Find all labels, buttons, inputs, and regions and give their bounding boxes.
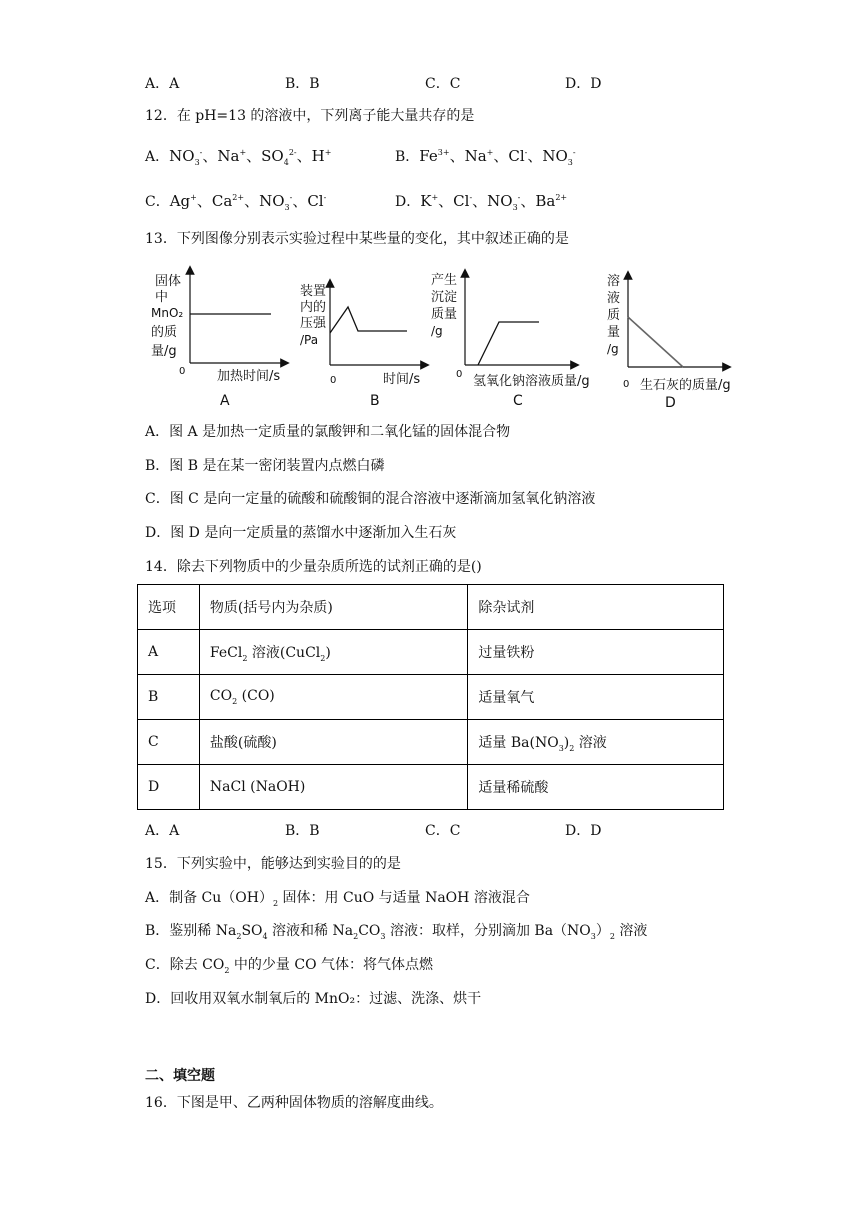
q15-option-b: B．鉴别稀 $Na_2SO_4$ 溶液和稀 $Na_2CO_3$ 溶液：取样，分别滴加 $Ba(NO_3)_2$ 溶液 — [145, 923, 648, 941]
figure-d-xlabel: 生石灰的质量/g — [640, 378, 731, 393]
table-row: A FeCl$_2$ 溶液(CuCl$_2$) 过量铁粉 — [138, 630, 724, 675]
figure-a-ylabel-1: 固体 — [155, 274, 182, 289]
q12-options-row2 — [145, 190, 645, 212]
q11-option-a: A．A — [145, 76, 180, 92]
figure-d-ylabel-5: /g — [607, 342, 619, 356]
table-row: C 盐酸(硫酸) 适量 $Ba(NO_3)_2$ 溶液 — [138, 720, 724, 765]
q15-stem: 15．下列实验中，能够达到实验目的的是 — [145, 856, 401, 872]
table-header-reagent: 除杂试剂 — [468, 585, 724, 630]
q12-stem: 12．在 pH=13 的溶液中，下列离子能大量共存的是 — [145, 108, 475, 124]
figure-a-ylabel-3: MnO₂ — [151, 306, 184, 320]
q12-option-b: B．$Fe^{3+}$、Na+、Cl-、$NO_3^-$ — [395, 147, 576, 167]
table-header-option: 选项 — [138, 585, 200, 630]
figure-d-ylabel-4: 量 — [607, 325, 621, 340]
q11-option-c: C．C — [425, 76, 461, 92]
q14-option-d: D．D — [565, 823, 602, 839]
figure-a-tag: A — [220, 393, 230, 409]
q14-option-a: A．A — [145, 823, 180, 839]
figure-c-ylabel-2: 沉淀 — [431, 290, 458, 305]
figure-c-ylabel-3: 质量 — [431, 307, 458, 322]
figure-a-ylabel-5: 量/g — [151, 344, 177, 359]
figure-d-curve — [628, 317, 683, 367]
q12-option-a: A．$NO_3^-$、Na+、$SO_4^{2-}$、H+ — [145, 147, 332, 167]
figure-c-curve — [478, 322, 539, 365]
q12-option-d: D．K+、Cl-、$NO_3^-$、$Ba^{2+}$ — [395, 192, 568, 212]
figure-b-ylabel-2: 内的 — [300, 300, 327, 315]
section-title: 二、填空题 — [145, 1068, 215, 1084]
table-row: D NaCl (NaOH) 适量稀硫酸 — [138, 765, 724, 810]
q13-option-c: C．图 C 是向一定量的硫酸和硫酸铜的混合溶液中逐渐滴加氢氧化钠溶液 — [145, 491, 596, 507]
q14-table — [137, 584, 724, 810]
figure-b-ylabel-1: 装置 — [300, 284, 327, 299]
table-row: B $CO_2$ (CO) 适量氧气 — [138, 675, 724, 720]
q15-option-d: D．回收用双氧水制氧后的 MnO₂：过滤、洗涤、烘干 — [145, 991, 482, 1007]
figure-d — [607, 273, 731, 411]
q13-option-d: D．图 D 是向一定质量的蒸馏水中逐渐加入生石灰 — [145, 525, 457, 541]
q13-stem: 13．下列图像分别表示实验过程中某些量的变化，其中叙述正确的是 — [145, 231, 569, 247]
figure-d-origin: 0 — [623, 379, 630, 390]
figure-d-ylabel-1: 溶 — [607, 274, 621, 289]
figure-d-tag: D — [665, 395, 676, 411]
figure-a-origin: 0 — [179, 366, 186, 377]
q13-option-b: B．图 B 是在某一密闭装置内点燃白磷 — [145, 458, 385, 474]
q14-option-b: B．B — [285, 823, 320, 839]
q11-options — [145, 73, 705, 93]
figure-d-ylabel-2: 液 — [607, 291, 621, 306]
figure-b-ylabel-4: /Pa — [300, 333, 319, 347]
q15-option-a: A．制备 $Cu(OH)_2$ 固体：用 CuO 与适量 NaOH 溶液混合 — [145, 890, 530, 908]
figure-b-origin: 0 — [330, 375, 337, 386]
figure-c-xlabel: 氢氧化钠溶液质量/g — [473, 374, 590, 389]
figure-a-ylabel-2: 中 — [155, 290, 169, 305]
figure-c-tag: C — [513, 393, 523, 409]
q16-stem: 16．下图是甲、乙两种固体物质的溶解度曲线。 — [145, 1095, 443, 1111]
q14-stem: 14．除去下列物质中的少量杂质所选的试剂正确的是() — [145, 559, 482, 575]
figure-c-ylabel-4: /g — [431, 324, 443, 338]
figure-a-ylabel-4: 的质 — [151, 325, 178, 340]
figure-b-ylabel-3: 压强 — [300, 316, 327, 331]
q12-option-c: C．Ag+、$Ca^{2+}$、$NO_3^-$、Cl- — [145, 192, 327, 212]
figure-a-xlabel: 加热时间/s — [217, 369, 281, 384]
q14-options — [145, 820, 705, 840]
figure-b-curve — [330, 307, 407, 333]
figure-c — [431, 272, 590, 409]
figure-b-xlabel: 时间/s — [383, 372, 421, 387]
figure-b — [300, 283, 425, 409]
q15-option-c: C．除去 $CO_2$ 中的少量 CO 气体：将气体点燃 — [145, 957, 433, 975]
figure-a — [151, 270, 285, 409]
q13-figures — [145, 265, 745, 415]
figure-d-ylabel-3: 质 — [607, 308, 621, 323]
table-header-substance: 物质(括号内为杂质) — [199, 585, 468, 630]
q11-option-d: D．D — [565, 76, 602, 92]
q13-option-a: A．图 A 是加热一定质量的氯酸钾和二氧化锰的固体混合物 — [145, 424, 511, 440]
q14-option-c: C．C — [425, 823, 461, 839]
q11-option-b: B．B — [285, 76, 320, 92]
figure-c-ylabel-1: 产生 — [431, 273, 458, 288]
figure-b-tag: B — [370, 393, 380, 409]
figure-c-origin: 0 — [456, 369, 463, 380]
table-header-row — [138, 585, 724, 630]
q12-options-row1 — [145, 145, 645, 167]
